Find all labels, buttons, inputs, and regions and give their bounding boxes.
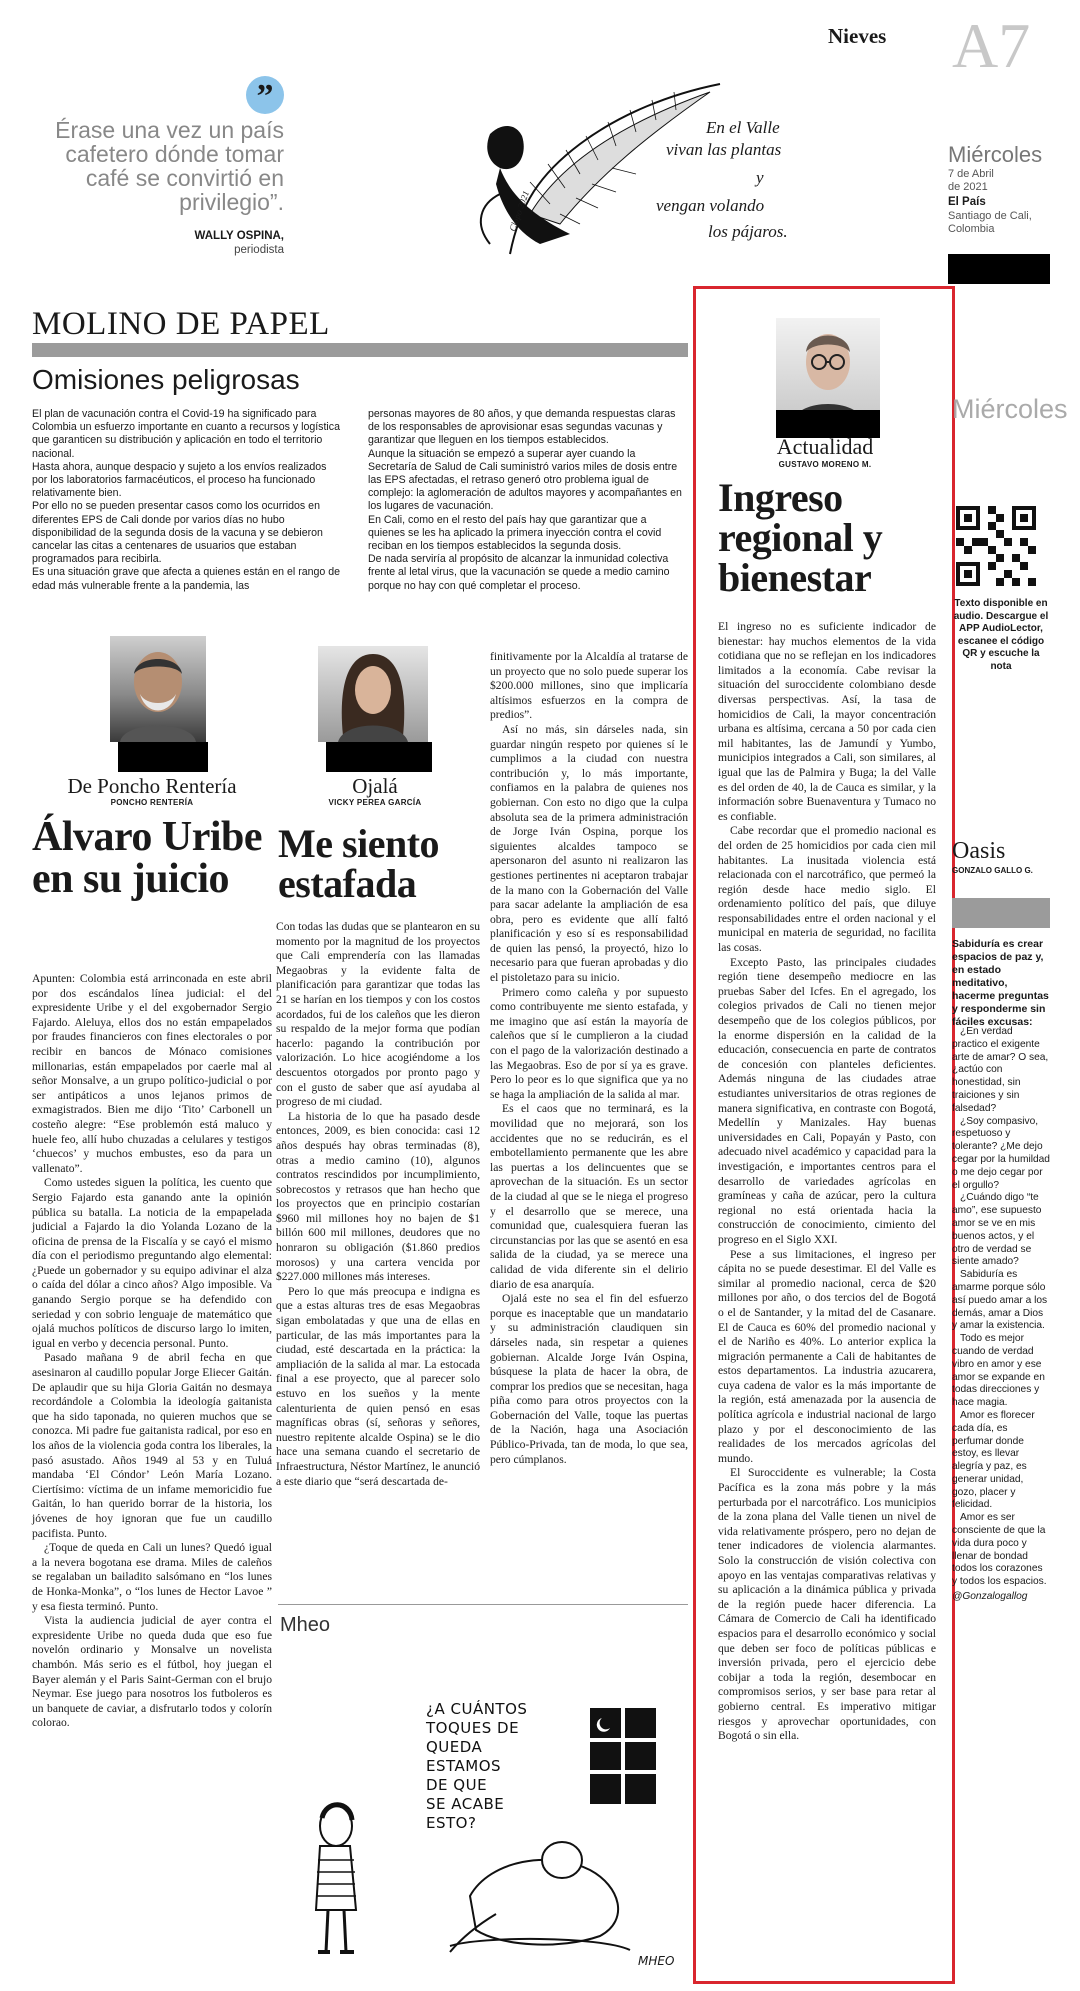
quote-role: periodista [234, 244, 284, 256]
column-name-oasis: Oasis [952, 838, 1006, 864]
audio-instructions: Texto disponible en audio. Descargue el APP AudioLector, escanee el código QR y escuche la nota [953, 598, 1049, 672]
section-name: Nieves [828, 24, 887, 48]
article-paragraph: Apunten: Colombia está arrinconada en este abril por dos escándalos línea judicial: el del expresidente Uribe y el del exgobernador Sergio Fajardo. Aleluya, ellos dos no están empapelados por fraudes financieros con fines electorales o por recibir en bancos de Mónaco comisiones millonarias, están empapelados por caerle mal al señor Monsalve, a un grupo político-judicial o por ser antipáticos a unos lejanos primos de exmagistrados. Bien me dijo ‘Tito’ Carbonell un costeño alegre: “Ese problemón está maluco y huele feo, allí hubo chuzadas a celulares y testigos ‘chuecos’ y muchos embustes, eso da para un vallenato”. [32, 972, 272, 1175]
date-country: Colombia [948, 223, 995, 235]
article-paragraph: La historia de lo que ha pasado desde entonces, 2009, es bien conocida: casi 12 años después hay obras terminadas (8), otras a medio camino (10), algunos contratos rescindidos por incumplimiento, sobrecostos y retrasos que han hecho que los proyectos que en principio costarían $960 mil millones hoy no bajen de $1 billón 600 mil millones, deudores que no honraron su obligación ($1.860 predios morosos) y una cartera vencida por $227.000 millones más intereses. [276, 1109, 480, 1284]
date-city: Santiago de Cali, [948, 210, 1032, 222]
cartoon-speech [426, 1700, 566, 1833]
speech-line: SE ACABE [426, 1795, 505, 1813]
page-number: A7 [952, 10, 1031, 81]
redaction-bar [326, 742, 432, 772]
sketch-line-2: vivan las plantas [666, 140, 782, 159]
speech-line: ESTO? [426, 1814, 477, 1832]
editorial-col-1 [32, 408, 344, 593]
author-name-gonzalo: GONZALO GALLO G. [952, 866, 1033, 875]
article-body-ojala [276, 920, 480, 1489]
editorial-paragraph: En Cali, como en el resto del país hay que garantizar que a quienes se les ha aplicado la primera inyección contra el covid reciban en los tiempos establecidos la segunda dosis. [368, 513, 662, 553]
author-name-poncho: PONCHO RENTERÍA [110, 798, 194, 807]
article-paragraph: Pero lo que más preocupa e indigna es que a estas alturas tres de esas Megaobras sigan embolatadas y que una de ellas en particular, de las más importantes para la ciudad, esté descartada en la práctica: la ampliación de la salida al mar. La estocada final a ese proyecto, que al parecer solo estuvo en los sueños y la mente calenturienta de quien pensó en esas magníficas obras (sí, señoras y señores, nuestro repitente alcalde Ospina) se le dio hace una semana cuando el secretario de Infraestructura, Néstor Martínez, le anunció a este diario que “será descartada de- [276, 1284, 480, 1488]
section-rule [32, 343, 688, 357]
editorial-paragraph: De nada serviría al propósito de alcanzar la inmunidad colectiva frente al letal virus, que la vacunación se quede a medio camino porque no hay con qué completar el proceso. [368, 553, 670, 592]
oasis-paragraph: ¿Soy compasivo, respetuoso y tolerante? ¿Me dejo cegar por la humildad o me dejo cegar por el orgullo? [952, 1115, 1050, 1191]
author-photo-vicky [318, 646, 428, 742]
section-title: MOLINO DE PAPEL [32, 306, 330, 342]
editorial-col-2 [368, 408, 686, 593]
quote-text: Érase una vez un país cafetero dónde tomar café se convirtió en privilegio”. [55, 117, 284, 215]
oasis-paragraph: ¿En verdad practico el exigente arte de amar? O sea, ¿actúo con honestidad, sin traiciones y sin falsedad? [952, 1026, 1049, 1114]
author-name-vicky: VICKY PEREA GARCÍA [328, 798, 422, 807]
redaction-bar [948, 254, 1050, 284]
speech-line: DE QUE [426, 1776, 488, 1794]
article-paragraph: Excepto Pasto, las principales ciudades región tiene desempeño mediocre en las pruebas Saber del Icfes. En el agregado, los colegios privados de Cali no tienen mejor desempeño que de los colegios públicos, por la enorme dispersión en la calidad de la educación, consecuencia en parte de contratos de concesión con planteles deficientes. Además ninguna de las ciudades atrae estudiantes universitarios de otras regiones de manera significativa, en contraste con Bogotá, Medellín y Manizales. Hay buenas universidades en Cali, Popayán y Pasto, con adecuado nivel académico y capacidad para la investigación, e importantes centros para el desarrollo de variedades agrícolas en gramíneas y caña de azúcar, pero la cultura regional no está orientada hacia la construcción de conocimiento, cimiento del progreso en el Siglo XXI. [718, 955, 936, 1246]
qr-code-icon[interactable] [956, 506, 1036, 586]
article-paragraph: Cabe recordar que el promedio nacional es del orden de 25 homicidios por cada cien mil habitantes. La inusitada violencia está relacionada con el narcotráfico, que permeó la región desde hace medio siglo. El ordenamiento político del país, que diluye responsabilidades entre el orden nacional y el municipal en materia de seguridad, no facilita las cosas. [718, 824, 936, 955]
article-paragraph: El ingreso no es suficiente indicador de bienestar: hay muchos elementos de la vida cotidiana que no se reflejan en los indicadores limitados a la economía. Cabe revisar la situación del suroccidente colombiano desde diversas perspectivas. Así, la tasa de homicidios de Cali, la mayor concentración urbana es altísima, cercana a 50 por cada cien mil habitantes, las de Jamundí y Yumbo, municipios integrados a Cali, son similares, al igual que las de Palmira y Buga; la del Valle es del orden de 40, la de Cauca es similar, y la información sobre Buenaventura y Tumaco no es confiable. [718, 620, 936, 823]
quote-icon: ” [246, 76, 284, 114]
sketch-line-5: los pájaros. [708, 222, 788, 241]
headline-poncho: Álvaro Uribe en su juicio [32, 814, 263, 902]
article-paragraph: Vista la audiencia judicial de ayer contra el expresidente Uribe no queda duda que eso fue novelón ordinario y Monsalve un novelista chambón. Más serio es el fútbol, hoy juegan el Bayer alemán y el Paris Saint-German con el brujo Neymar. Ese juego para nosotros los futboleros es un banquete de caviar, a disfrutarlo todos y colorín colorao. [32, 1614, 272, 1730]
oasis-handle[interactable]: @Gonzalogallog [952, 1591, 1028, 1603]
speech-line: ¿A CUÁNTOS [426, 1700, 528, 1718]
editorial-paragraph: personas mayores de 80 años, y que demanda respuestas claras de los responsables de aprovisionar esas segundas vacunas y garantizar que lleguen en los tiempos establecidos. [368, 408, 676, 447]
headline-actualidad: Ingreso regional y bienestar [718, 475, 883, 600]
article-paragraph: Pasado mañana 9 de abril fecha en que asesinaron al caudillo popular Jorge Eliecer Gaitán. De aplaudir que su hija Gloria Gaitán no desmaya recordándole a Colombia la ideología gaitanista que ha sido taponada, no quieren muchos que se conozca. Mi padre fue gaitanista radical, por eso en los años de la violencia goda contra los liberales, la pasó asustado. Años 1949 al 53 y en Tuluá mandaba ‘El Cóndor’ León María Lozano. Ciertísimo: víctima de un infame memoricidio fue Gaitán, lo han querido borrar de la historia, los jóvenes de hoy ignoran que fue un caudillo pacifista. Punto. [32, 1351, 272, 1540]
article-paragraph: Es el caos que no terminará, es la movilidad que no mejorará, son los accidentes que no se reducirán, es el embotellamiento permanente que les abre las puertas a los delincuentes que se aprovechan de la situación. Es un sector de la ciudad al que se le niega el progreso y el desarrollo que se merece, una comunidad que, cualesquiera fueran las circunstancias por las que se asentó en esa salida de la ciudad, ya se merece una calidad de vida diferente sin el delirio diario de esa anarquía. [490, 1102, 688, 1291]
oasis-paragraph: Amor es ser consciente de que la vida dura poco y llenar de bondad todos los corazones y todos los espacios. [952, 1512, 1047, 1588]
editorial-headline: Omisiones peligrosas [32, 364, 300, 395]
article-body-ojala-continued [490, 650, 688, 1467]
author-photo-gustavo [776, 318, 880, 422]
editorial-paragraph: El plan de vacunación contra el Covid-19 ha significado para Colombia un esfuerzo importante en cuanto a recursos y logística que garanticen su distribución y aplicación en todo el territorio nacional. [32, 408, 340, 460]
headline-ojala: Me siento estafada [278, 821, 440, 906]
article-paragraph: finitivamente por la Alcaldía al tratarse de un proyecto que no solo puede superar los $200.000 millones, sino que implicaría altísimos esfuerzos en la compra de predios”. [490, 650, 688, 722]
article-paragraph: Así no más, sin dárseles nada, sin guardar ningún respeto por quienes sí le cumplimos a la ciudad con nuestra contribución y, lo más importante, confiamos en la palabra de quienes nos gobiernan. Con esto no digo que la culpa absoluta sea de la primera administración de Jorge Iván Ospina, porque los siguientes alcaldes tampoco se apersonaron del asunto ni realizaron las gestiones pertinentes ni aceptaron trabajar de la mano con la Gobernación del Valle para sacar adelante la ampliación de esa obra, pero es evidente que allí faltó planificación y eso sí es responsabilidad de quien las pensó, la proyectó, hizo lo necesario para que fueran aprobadas y dio el pistoletazo para su inicio. [490, 722, 688, 985]
article-paragraph: Como ustedes siguen la política, les cuento que Sergio Fajardo esta ganando ante la opinión pública su batalla. La noticia de la empapelada judicial a Fajardo la dio Yolanda Lozano de la oficina de prensa de la Fiscalía y se cayó el mismo día con el periodismo preguntando algo elemental: ¿Puede un gobernador y su equipo adivinar el alza o caída del dólar a cinco años? Algo imposible. Va ganando Sergio porque se ha defendido con seriedad y con sobrio lenguaje de matemático que ojalá muchos políticos de discurso largo lo imiten, igual en verbo y decencia personal. Punto. [32, 1176, 272, 1350]
sketch-line-1: En el Valle [706, 118, 780, 137]
speech-line: QUEDA [426, 1738, 483, 1756]
article-paragraph: Ojalá este no sea el fin del esfuerzo porque es inaceptable que un mandatario y su administración claudiquen sin dárseles nada, sin respetar a quienes gobiernan. Alcalde Jorge Iván Ospina, búsquese la plata de hacer la obra, de comprar los predios que se necesitan, haga piña como para otros proyectos con la Gobernación del Valle, toque las puertas de la Nación, haga una Asociación Público-Privada, tan de moda, lo que sea, pero cúmplanos. [490, 1292, 688, 1466]
sketch-line-4: vengan volando [656, 196, 765, 215]
oasis-paragraph: Sabiduría es amarme porque sólo así puedo amar a los demás, amar a Dios y amar la existencia. [952, 1269, 1048, 1332]
article-paragraph: Primero como caleña y por supuesto como contribuyente me siento estafada, y me imagino que así están la mayoría de caleños que sí le cumplieron a la ciudad con el pago de la valorización destinado a las Megaobras. Eso de por sí ya es grave. Pero lo peor es lo que significa que ya no se haga la ampliación de la salida al mar. [490, 985, 688, 1101]
speech-line: TOQUES DE [426, 1719, 520, 1737]
article-paragraph: ¿Toque de queda en Cali un lunes? Quedó igual a la nevera bogotana ese drama. Miles de caleños se regalaban un bailadito salsómano en “los lunes de Honka-Monka”, o “los lunes de Hector Lavoe ” y esa fiesta terminó. Punto. [32, 1541, 272, 1613]
oasis-paragraph: Amor es florecer cada día, es perfumar donde estoy, es llevar alegría y paz, es generar unidad, gozo, placer y felicidad. [952, 1409, 1035, 1511]
author-name-gustavo: GUSTAVO MORENO M. [778, 460, 872, 469]
article-body-actualidad [718, 620, 936, 1744]
newspaper-name: El País [948, 196, 986, 208]
oasis-body [952, 1026, 1050, 1604]
editorial-paragraph: Por ello no se pueden presentar casos como los ocurridos en diferentes EPS de Cali donde por varios días no hubo disponibilidad de la segunda dosis de la vacuna y se debieron cancelar las citas a centenares de usuarios que estaban programados para recibirla. [32, 500, 323, 566]
date-line-2: de 2021 [948, 181, 988, 193]
column-name-actualidad: Actualidad [776, 434, 874, 459]
oasis-paragraph: Todo es mejor cuando de verdad vibro en amor y ese amor se expande en todas direcciones y hace magia. [952, 1333, 1045, 1409]
editorial-paragraph: Aunque la situación se empezó a superar ayer cuando la Secretaría de Salud de Cali suministró varios miles de dosis entre las EPS afectadas, el retraso generó otro problema igual de complejo: la aglomeración de adultos mayores y acompañantes en los lugares de vacunación. [368, 447, 682, 513]
cartoon-section: Mheo [280, 1614, 331, 1636]
column-name-ojala: Ojalá [352, 774, 398, 798]
speech-line: ESTAMOS [426, 1757, 502, 1775]
redaction-bar [118, 742, 208, 772]
sketch-line-3: y [756, 168, 764, 187]
editorial-paragraph: Hasta ahora, aunque despacio y sujeto a los envíos realizados por los laboratorios farmacéuticos, el proceso ha funcionado relativamente bien. [32, 460, 327, 500]
article-paragraph: Pese a sus limitaciones, el ingreso per cápita no se puede desestimar. El del Valle es similar al promedio nacional, cerca de $20 millones por año, o dos tercios del de Bogotá o el de Santander, y la mitad del de Casanare. El de Cauca es 60% del promedio nacional y el de Nariño es 40%. Lo anterior explica la migración permanente a Cali de habitantes de estos departamentos. La industria azucarera, cuya cadena de valor es la más importante de la región, está amenazada por la ausencia de política agrícola e industrial nacional de largo plazo y por el desconocimiento de las realidades de los mercados agrícolas del mundo. [718, 1247, 936, 1465]
date-day: Miércoles [948, 142, 1043, 167]
article-paragraph: El Suroccidente es vulnerable; la Costa Pacífica es la zona más pobre y la más perturbada por el narcotráfico. Los municipios de la zona plana del Valle tienen un nivel de vida relativamente próspero, pero no dejan de tener indicadores de violencia alarmantes. Solo la construcción de visión colectiva con apoyo en las ventajas comparativas relativas y su aplicación a la dinámica pública y privada de la región puede hacer diferencia. La Cámara de Comercio de Cali ha identificado espacios para el desarrollo económico y social que deben ser foco de políticas públicas e inversión privada, pero el ejercicio debe cobijar a toda la región, desembocar en compromisos serios, y ser base para retar al gobierno central. Es imperativo mitigar riesgos y aprovechar oportunidades, con Bogotá o sin ella. [718, 1466, 936, 1743]
editorial-paragraph: Es una situación grave que afecta a quienes están en el rango de edad más vulnerable frente a la pandemia, las [32, 566, 341, 592]
oasis-background-label: Miércoles [952, 394, 1068, 424]
article-paragraph: Con todas las dudas que se plantearon en su momento por la magnitud de los proyectos que Cali emprendería con las llamadas Megaobras y la evidente falta de planificación para garantizar que todas las 21 se harían en los tiempos y con los costos acordados, fui de los caleños que les dieron su respaldo de la mejor forma que podían hacerlo: pagando la contribución por valorización. Lo hice acogiéndome a los descuentos otorgados por pronto pago y con el gusto de saber que así ayudaba al progreso de mi ciudad. [276, 920, 480, 1109]
cartoon-rule [278, 1604, 688, 1605]
oasis-paragraph: ¿Cuándo digo “te amo”, ese supuesto amor se ve en mis buenos actos, y el otro de verdad se siente amado? [952, 1192, 1042, 1268]
sketch-signature: Clopo 2021 [507, 189, 532, 233]
quote-author: WALLY OSPINA, [194, 230, 284, 242]
cartoon-signature: MHEO [638, 1954, 675, 1968]
column-name-poncho: De Poncho Rentería [67, 774, 237, 798]
author-photo-poncho [110, 636, 206, 742]
oasis-band [952, 898, 1050, 928]
date-line-1: 7 de Abril [948, 168, 994, 180]
article-body-poncho [32, 972, 272, 1731]
oasis-intro: Sabiduría es crear espacios de paz y, en estado meditativo, hacerme preguntas y responderme sin fáciles excusas: [952, 938, 1049, 1028]
